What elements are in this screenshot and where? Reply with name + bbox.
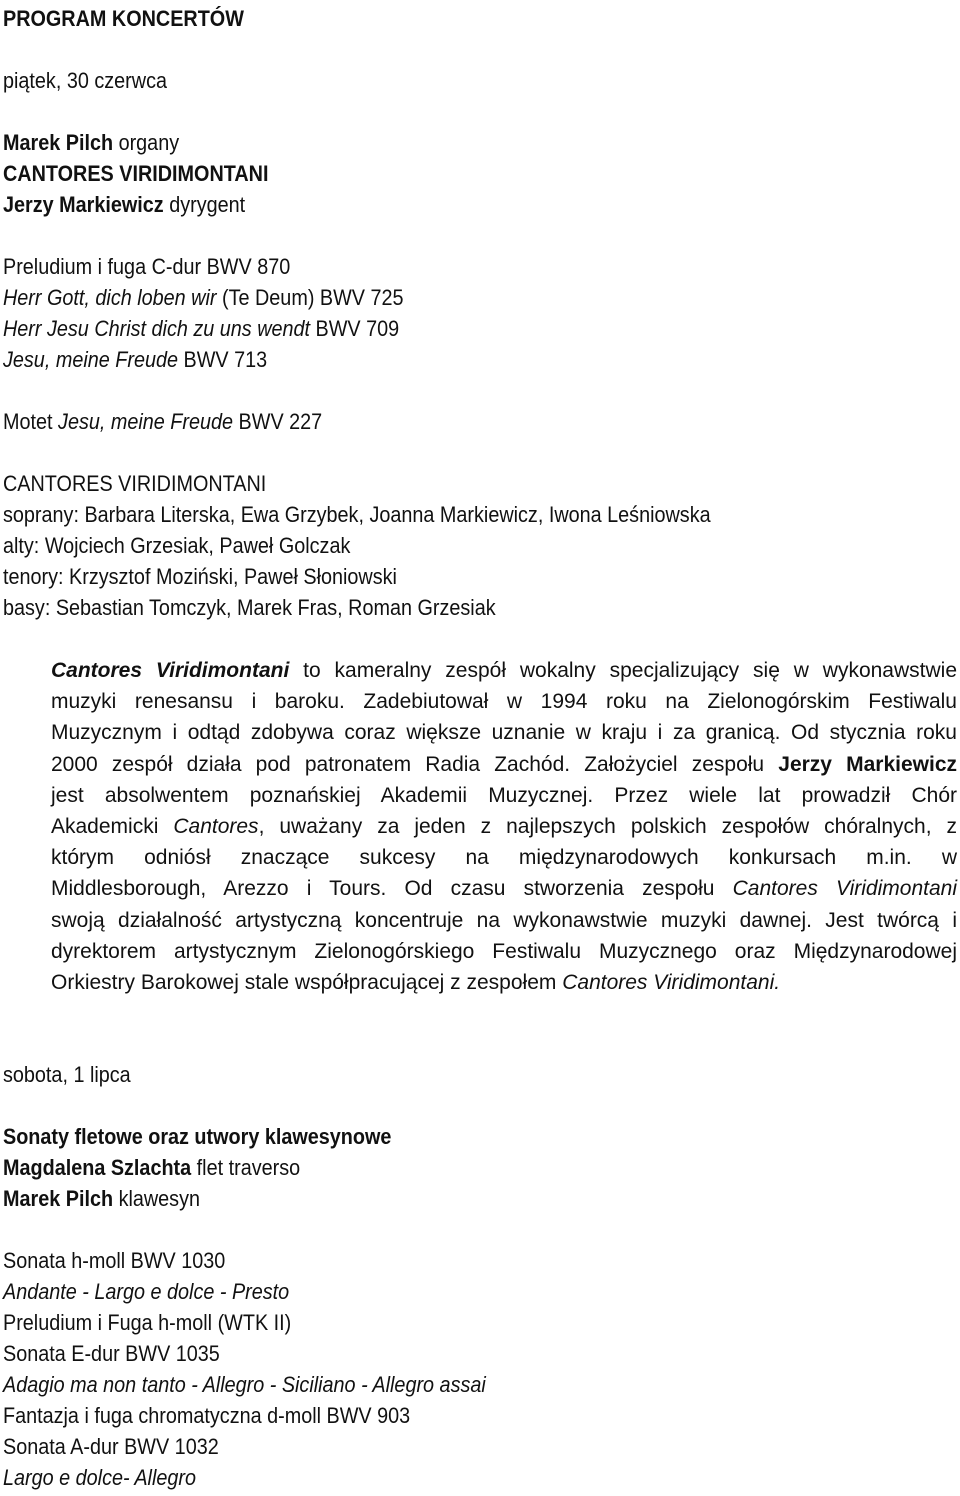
document-title: PROGRAM KONCERTÓW [3, 6, 244, 31]
description-line: Muzycznym i odtąd zdobywa coraz większe uznanie w kraju i za granicą. Od stycznia roku [51, 721, 957, 745]
description-line [51, 811, 957, 842]
program-item [3, 316, 399, 342]
description-line [51, 749, 957, 780]
ensemble-description [51, 655, 957, 998]
work-title: Jesu, meine Freude [3, 347, 178, 372]
performer-line [3, 192, 245, 218]
performer-role: flet traverso [196, 1155, 301, 1180]
program-movements: Adagio ma non tanto - Allegro - Siciliano - Allegro assai [3, 1372, 486, 1397]
work-catalog: (Te Deum) BWV 725 [221, 285, 404, 310]
voice-section-sopranos: soprany: Barbara Literska, Ewa Grzybek, Joanna Markiewicz, Iwona Leśniowska [3, 502, 711, 527]
performer-line [3, 1155, 300, 1181]
description-text: Orkiestry Barokowej stale współpracującej z zespołem [51, 970, 557, 994]
voice-section-tenors: tenory: Krzysztof Moziński, Paweł Słoniowski [3, 564, 397, 589]
performer-role: klawesyn [118, 1186, 201, 1211]
description-text: 2000 zespół działa pod patronatem Radia Zachód. Założyciel zespołu [51, 752, 765, 776]
description-text: , uważany za jeden z najlepszych polskich zespołów chóralnych, z [258, 814, 957, 838]
work-title: Jesu, meine Freude [58, 409, 234, 434]
voice-section-basses: basy: Sebastian Tomczyk, Marek Fras, Roman Grzesiak [3, 595, 496, 620]
work-catalog: BWV 227 [238, 409, 323, 434]
program-item: Preludium i fuga C-dur BWV 870 [3, 254, 291, 279]
description-line [51, 967, 957, 998]
work-catalog: BWV 709 [315, 316, 400, 341]
program-movements: Andante - Largo e dolce - Presto [3, 1279, 290, 1304]
performer-line [3, 161, 268, 187]
description-line: jest absolwentem poznańskiej Akademii Muzycznej. Przez wiele lat prowadził Chór [51, 783, 957, 807]
program-item: Fantazja i fuga chromatyczna d-moll BWV 903 [3, 1403, 411, 1428]
description-line: którym odniósł znaczące sukcesy na międzynarodowych konkursach m.in. w [51, 846, 957, 870]
program-item [3, 347, 267, 373]
ensemble-name-italic: Cantores Viridimontani [732, 877, 957, 901]
performer-name: Magdalena Szlachta [3, 1155, 192, 1180]
work-title: Herr Jesu Christ dich zu uns wendt [3, 316, 311, 341]
program-movements: Largo e dolce- Allegro [3, 1465, 196, 1490]
founder-name: Jerzy Markiewicz [778, 752, 957, 776]
program-item: Sonata A-dur BWV 1032 [3, 1434, 219, 1459]
performer-name: Marek Pilch [3, 130, 114, 155]
performer-line [3, 1186, 200, 1212]
description-text: Akademicki [51, 814, 159, 838]
conductor-role: dyrygent [169, 192, 246, 217]
description-line: muzyki renesansu i baroku. Zadebiutował w 1994 roku na Zielonogórskim Festiwalu [51, 690, 957, 714]
work-title: Herr Gott, dich loben wir [3, 285, 217, 310]
work-prefix: Motet [3, 409, 53, 434]
program-item [3, 409, 322, 435]
performer-line [3, 130, 179, 156]
work-catalog: BWV 713 [183, 347, 268, 372]
ensemble-name-italic: Cantores Viridimontani. [562, 970, 781, 994]
conductor-name: Jerzy Markiewicz [3, 192, 164, 217]
performer-role: organy [118, 130, 180, 155]
ensemble-name: CANTORES VIRIDIMONTANI [3, 161, 269, 186]
description-line [51, 873, 957, 904]
performer-name: Marek Pilch [3, 1186, 114, 1211]
concert1-date: piątek, 30 czerwca [3, 68, 167, 93]
program-item: Sonata E-dur BWV 1035 [3, 1341, 220, 1366]
concert2-heading: Sonaty fletowe oraz utwory klawesynowe [3, 1124, 392, 1149]
program-item: Preludium i Fuga h-moll (WTK II) [3, 1310, 292, 1335]
program-item: Sonata h-moll BWV 1030 [3, 1248, 226, 1273]
voice-section-altos: alty: Wojciech Grzesiak, Paweł Golczak [3, 533, 351, 558]
program-item [3, 285, 404, 311]
concert2-date: sobota, 1 lipca [3, 1062, 131, 1087]
description-text: to kameralny zespół wokalny specjalizujący się w wykonawstwie [303, 659, 957, 682]
ensemble-name-emphasis: Cantores Viridimontani [51, 659, 290, 682]
description-line: dyrektorem artystycznym Zielonogórskiego Festiwalu Muzycznego oraz Międzynarodowej [51, 939, 957, 963]
description-text: Middlesborough, Arezzo i Tours. Od czasu stworzenia zespołu [51, 877, 715, 901]
description-line: swoją działalność artystyczną koncentruje na wykonawstwie muzyki dawnej. Jest twórcą i [51, 908, 957, 932]
ensemble-heading: CANTORES VIRIDIMONTANI [3, 471, 267, 496]
choir-name: Cantores [173, 814, 259, 838]
description-line [51, 655, 957, 686]
